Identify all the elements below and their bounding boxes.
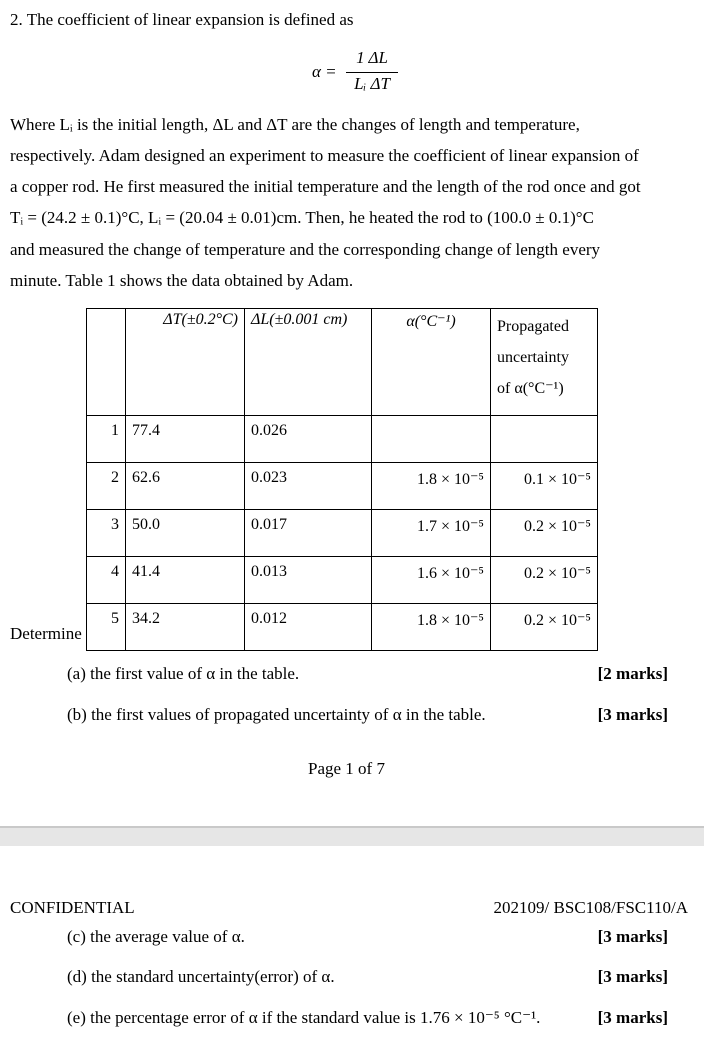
- table-cell: 0.026: [245, 416, 372, 463]
- table-header: α(°C⁻¹): [372, 309, 491, 416]
- fraction-bar: [346, 72, 398, 73]
- page-number: Page 1 of 7: [308, 759, 385, 778]
- formula-denominator: Lᵢ ΔT: [354, 74, 390, 93]
- course-code: 202109/ BSC108/FSC110/A: [493, 898, 688, 917]
- formula-numerator: 1 ΔL: [356, 48, 388, 67]
- part-c-marks: [3 marks]: [597, 927, 668, 946]
- table-row: [87, 463, 598, 510]
- table-cell: 0.017: [245, 510, 372, 557]
- table-row: [87, 510, 598, 557]
- table-cell: 3: [87, 510, 126, 557]
- table-row: [87, 604, 598, 651]
- page-separator: [0, 826, 704, 846]
- table-cell: [491, 416, 598, 463]
- part-d-marks: [3 marks]: [597, 967, 668, 986]
- table-cell: 0.1 × 10⁻⁵: [491, 463, 598, 510]
- part-e-marks: [3 marks]: [597, 1008, 668, 1027]
- table-cell: 0.2 × 10⁻⁵: [491, 557, 598, 604]
- header-line: Propagated: [497, 318, 569, 335]
- table-cell: 77.4: [126, 416, 245, 463]
- table-header-row: [87, 309, 598, 416]
- table-header: [87, 309, 126, 416]
- table-cell: 5: [87, 604, 126, 651]
- table-cell: 4: [87, 557, 126, 604]
- part-c-text: (c) the average value of α.: [67, 927, 245, 946]
- determine-label: Determine: [10, 624, 82, 643]
- table-row: [87, 416, 598, 463]
- table-cell: 50.0: [126, 510, 245, 557]
- table-cell: 34.2: [126, 604, 245, 651]
- table-cell: 1.8 × 10⁻⁵: [372, 604, 491, 651]
- part-b-text: (b) the first values of propagated uncertainty of α in the table.: [67, 705, 486, 724]
- table-cell: 1: [87, 416, 126, 463]
- question-title: 2. The coefficient of linear expansion is defined as: [10, 10, 354, 29]
- part-a-text: (a) the first value of α in the table.: [67, 664, 300, 683]
- table-cell: [372, 416, 491, 463]
- table-cell: 1.7 × 10⁻⁵: [372, 510, 491, 557]
- data-table: [86, 308, 598, 651]
- paragraph-line-2: respectively. Adam designed an experiment to measure the coefficient of linear expansion of: [10, 146, 639, 165]
- table-cell: 0.012: [245, 604, 372, 651]
- part-d-text: (d) the standard uncertainty(error) of α.: [67, 967, 335, 986]
- paragraph-line-1: Where Lᵢ is the initial length, ΔL and ΔT are the changes of length and temperature,: [10, 115, 580, 134]
- table-cell: 0.2 × 10⁻⁵: [491, 604, 598, 651]
- table-header: ΔL(±0.001 cm): [245, 309, 372, 416]
- table-header: ΔT(±0.2°C): [126, 309, 245, 416]
- paragraph-line-5: and measured the change of temperature and the corresponding change of length every: [10, 240, 601, 259]
- table-cell: 0.023: [245, 463, 372, 510]
- alpha-formula: [312, 48, 402, 98]
- header-line: of α(°C⁻¹): [497, 380, 564, 397]
- table-cell: 1.6 × 10⁻⁵: [372, 557, 491, 604]
- part-e-text: (e) the percentage error of α if the standard value is 1.76 × 10⁻⁵ °C⁻¹.: [67, 1008, 541, 1027]
- paragraph-line-3: a copper rod. He first measured the initial temperature and the length of the rod once and got: [10, 177, 641, 196]
- table-cell: 0.013: [245, 557, 372, 604]
- confidential-label: CONFIDENTIAL: [10, 898, 135, 917]
- table-header-propagated: [491, 309, 598, 416]
- table-cell: 41.4: [126, 557, 245, 604]
- table-cell: 62.6: [126, 463, 245, 510]
- part-a-marks: [2 marks]: [597, 664, 668, 683]
- formula-lhs: α =: [312, 62, 337, 81]
- paragraph-line-6: minute. Table 1 shows the data obtained by Adam.: [10, 271, 354, 290]
- part-b-marks: [3 marks]: [597, 705, 668, 724]
- table-cell: 2: [87, 463, 126, 510]
- header-line: uncertainty: [497, 349, 569, 366]
- table-row: [87, 557, 598, 604]
- table-cell: 0.2 × 10⁻⁵: [491, 510, 598, 557]
- paragraph-line-4: Tᵢ = (24.2 ± 0.1)°C, Lᵢ = (20.04 ± 0.01)cm. Then, he heated the rod to (100.0 ± 0.1)°C: [10, 208, 594, 227]
- table-cell: 1.8 × 10⁻⁵: [372, 463, 491, 510]
